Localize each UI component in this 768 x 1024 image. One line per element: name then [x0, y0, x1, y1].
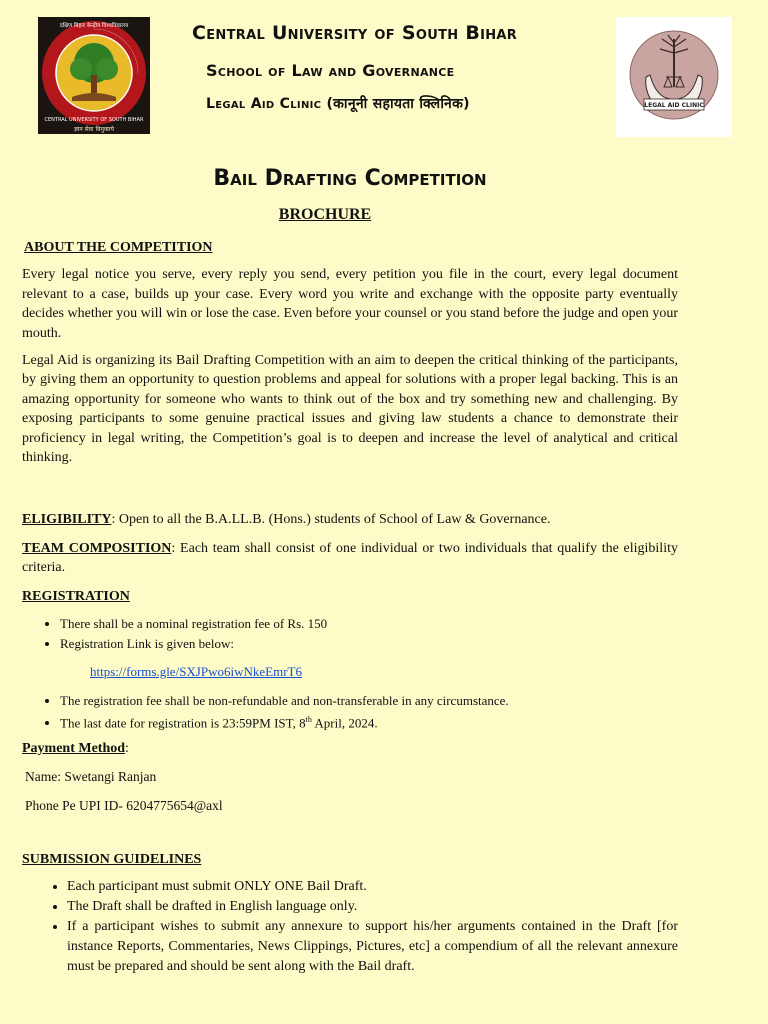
university-seal-icon	[38, 17, 150, 134]
payment-heading: Payment Method	[22, 741, 126, 756]
eligibility-section	[22, 510, 678, 529]
eligibility-label: ELIGIBILITY	[22, 512, 112, 527]
about-paragraph-1: Every legal notice you serve, every reply you send, every petition you file in the court, every legal document relevant to a case, builds up your case. Every word you write and exchange with the opposite party eventually decides whether you will win or lose the case. Even before your counsel or you stand before the judge and open your mouth.	[22, 267, 678, 341]
registration-list	[22, 614, 678, 653]
legal-aid-clinic-logo	[616, 17, 732, 137]
eligibility-text: : Open to all the B.A.LL.B. (Hons.) students of School of Law & Governance.	[111, 512, 551, 527]
about-heading: ABOUT THE COMPETITION	[24, 240, 213, 255]
list-item: • Registration Link is given below:	[60, 634, 678, 653]
seal-motto: ज्ञान सेवा विमुक्तये	[73, 126, 115, 133]
payment-section: Payment Method: Name: Swetangi Ranjan Phone Pe UPI ID- 6204775654@axl	[22, 739, 678, 815]
list-item: • The registration fee shall be non-refundable and non-transferable in any circumstance.	[60, 691, 678, 710]
submission-heading: SUBMISSION GUIDELINES	[22, 852, 202, 867]
brochure-heading: BROCHURE	[278, 206, 372, 223]
about-paragraph-2: Legal Aid is organizing its Bail Drafting Competition with an aim to deepen the critical thinking of the participants, by giving them an opportunity to question problems and appeal for solutions with a proper legal backing. This is an amazing opportunity for someone who wants to think out of the box and try something new and challenging. By exposing participants to some genuine practical issues and giving law students a chance to demonstrate their proficiency in legal writing, the Competition’s goal is to deepen and increase the level of analytical and critical thinking.	[22, 353, 678, 466]
seal-ring-text: CENTRAL UNIVERSITY OF SOUTH BIHAR	[44, 117, 144, 123]
payment-upi: Phone Pe UPI ID- 6204775654@axl	[25, 797, 223, 813]
clinic-name: Legal Aid Clinic (कानूनी सहायता क्लिनिक)	[206, 96, 470, 112]
about-section	[22, 238, 678, 467]
team-composition-text: : Each team shall consist of one individual or two individuals that qualify the eligibility criteria.	[22, 541, 678, 576]
team-composition-section	[22, 539, 678, 578]
team-composition-label: TEAM COMPOSITION	[22, 541, 172, 556]
competition-title: Bail Drafting Competition	[213, 166, 487, 191]
registration-section	[22, 587, 678, 733]
list-item: • There shall be a nominal registration fee of Rs. 150	[60, 614, 678, 633]
university-logo	[38, 17, 150, 134]
clinic-logo-label: LEGAL AID CLINIC	[644, 102, 704, 109]
list-item: • Each participant must submit ONLY ONE Bail Draft.	[67, 877, 678, 897]
list-item: • The last date for registration is 23:59PM IST, 8th April, 2024.	[60, 710, 678, 733]
school-name: School of Law and Governance	[206, 61, 455, 80]
payment-name: Name: Swetangi Ranjan	[25, 769, 157, 785]
submission-list	[22, 877, 678, 977]
list-item: • The Draft shall be drafted in English language only.	[67, 897, 678, 917]
submission-section	[22, 850, 678, 977]
list-item: • If a participant wishes to submit any annexure to support his/her arguments contained in the Draft [for instance Reports, Commentaries, News Clippings, Pictures, etc] a compendium of all the relevant annexure must be prepared and should be sent along with the Bail draft.	[67, 917, 678, 977]
registration-list-2	[22, 691, 678, 733]
registration-link[interactable]: https://forms.gle/SXJPwo6iwNkeEmrT6	[90, 664, 302, 680]
university-name: Central University of South Bihar	[192, 22, 518, 44]
registration-heading: REGISTRATION	[22, 589, 130, 604]
legal-aid-clinic-logo-icon	[616, 17, 732, 137]
seal-top-text: दक्षिण बिहार केन्द्रीय विश्वविद्यालय	[59, 23, 129, 29]
